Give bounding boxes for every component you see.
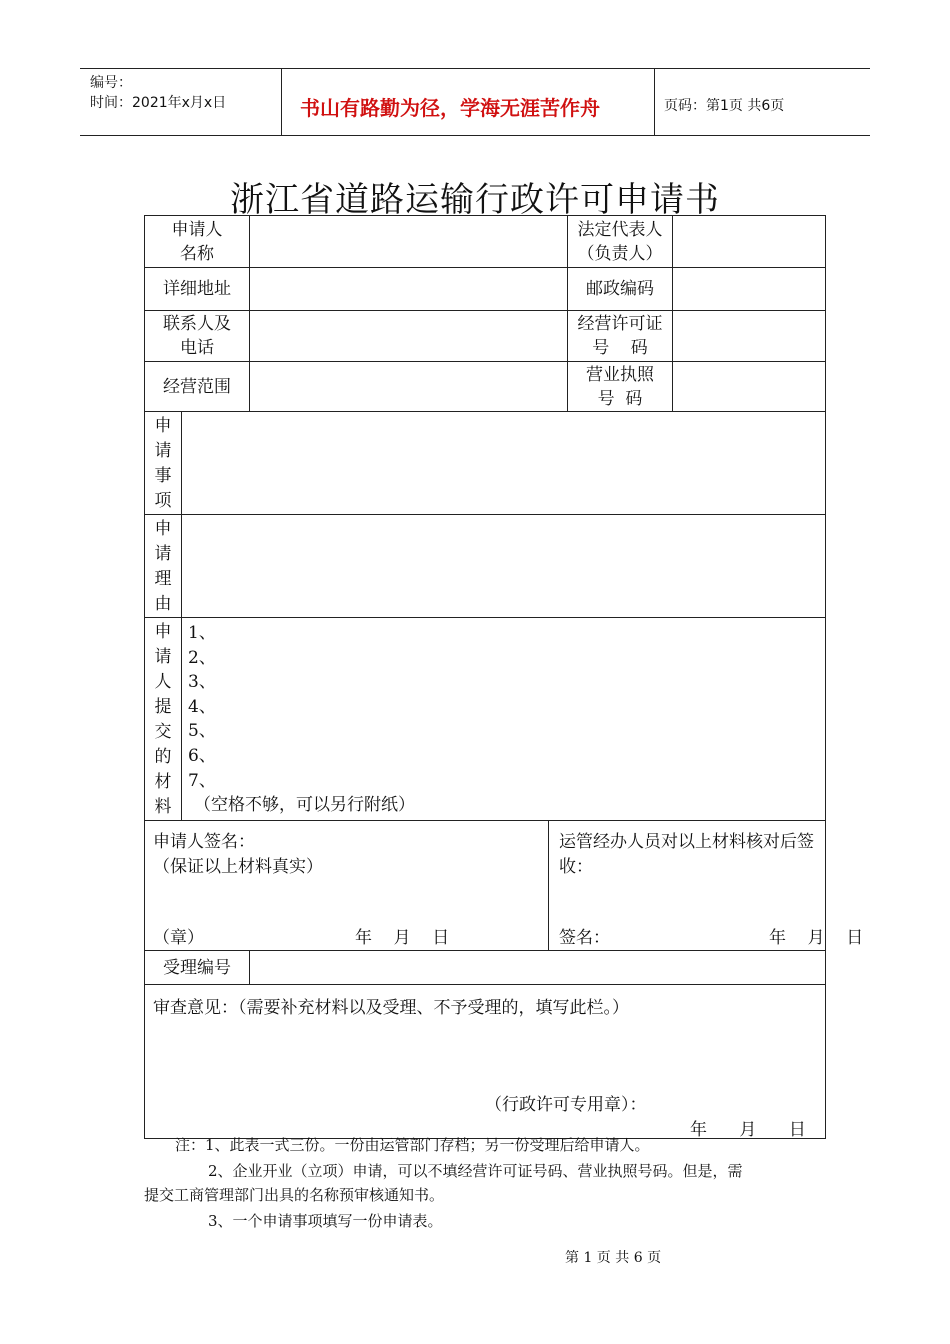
review-label: 审查意见：（需要补充材料以及受理、不予受理的，填写此栏。） [153, 998, 629, 1018]
matter-field[interactable] [182, 412, 826, 515]
biz-license-field[interactable] [673, 362, 826, 412]
officer-date: 年 月 日 [769, 928, 864, 948]
header-top-rule [80, 68, 870, 69]
applicant-sign-note: （保证以上材料真实） [153, 857, 323, 877]
list-item: 4、 [188, 696, 216, 717]
seal-label: （章） [153, 928, 204, 948]
applicant-name-field[interactable] [250, 216, 568, 268]
list-item: 2、 [188, 647, 216, 668]
applicant-date: 年 月 日 [355, 928, 450, 948]
review-cell[interactable] [145, 985, 826, 1139]
note-3: 3、一个申请事项填写一份申请表。 [208, 1212, 443, 1230]
license-no-field[interactable] [673, 311, 826, 362]
matter-label: 申 请 事 项 [145, 412, 182, 515]
special-seal-label: （行政许可专用章）： [485, 1095, 647, 1115]
legal-rep-field[interactable] [673, 216, 826, 268]
header-divider-left [281, 68, 282, 136]
officer-sign-cell[interactable] [549, 821, 864, 951]
biz-license-label: 营业执照 号 码 [568, 362, 673, 412]
scope-field[interactable] [250, 362, 568, 412]
address-label: 详细地址 [145, 268, 250, 311]
contact-field[interactable] [250, 311, 568, 362]
page-label: 页码：第1页 共6页 [664, 98, 785, 114]
scope-label: 经营范围 [145, 362, 250, 412]
applicant-sign-cell[interactable] [145, 821, 549, 951]
list-item: 6、 [188, 745, 216, 766]
applicant-name-label: 申请人 名称 [145, 216, 250, 268]
reason-label: 申 请 理 由 [145, 515, 182, 618]
header-bottom-rule [80, 135, 870, 136]
time-label: 时间：2021年x月x日 [90, 95, 227, 111]
postcode-field[interactable] [673, 268, 826, 311]
header-divider-right [654, 68, 655, 136]
note-2: 2、企业开业（立项）申请，可以不填经营许可证号码、营业执照号码。但是，需 [208, 1162, 743, 1180]
note-2-cont: 提交工商管理部门出具的名称预审核通知书。 [144, 1186, 445, 1204]
officer-sign-label: 运管经办人员对以上材料核对后签收： [559, 832, 814, 877]
application-form [144, 215, 864, 1140]
header-motto: 书山有路勤为径，学海无涯苦作舟 [300, 96, 600, 120]
materials-list[interactable] [182, 618, 826, 821]
list-item: 5、 [188, 721, 216, 742]
contact-label: 联系人及 电话 [145, 311, 250, 362]
license-no-label: 经营许可证 号 码 [568, 311, 673, 362]
sign-label: 签名： [559, 928, 610, 948]
serial-label: 编号： [90, 75, 132, 91]
page-footer: 第 1 页 共 6 页 [565, 1250, 662, 1266]
list-item: 7、 [188, 770, 216, 791]
materials-label: 申 请 人 提 交 的 材 料 [145, 618, 182, 821]
page-title: 浙江省道路运输行政许可申请书 [230, 180, 720, 220]
materials-note: （空格不够，可以另行附纸） [194, 795, 415, 816]
list-item: 3、 [188, 672, 216, 693]
address-field[interactable] [250, 268, 568, 311]
accept-no-field[interactable] [250, 951, 826, 985]
review-date: 年 月 日 [690, 1120, 806, 1140]
reason-field[interactable] [182, 515, 826, 618]
legal-rep-label: 法定代表人 （负责人） [568, 216, 673, 268]
accept-no-label: 受理编号 [145, 951, 250, 985]
postcode-label: 邮政编码 [568, 268, 673, 311]
note-1: 注：1、此表一式三份。一份由运管部门存档；另一份受理后给申请人。 [175, 1136, 650, 1154]
applicant-sign-label: 申请人签名： [153, 832, 255, 852]
list-item: 1、 [188, 623, 216, 643]
